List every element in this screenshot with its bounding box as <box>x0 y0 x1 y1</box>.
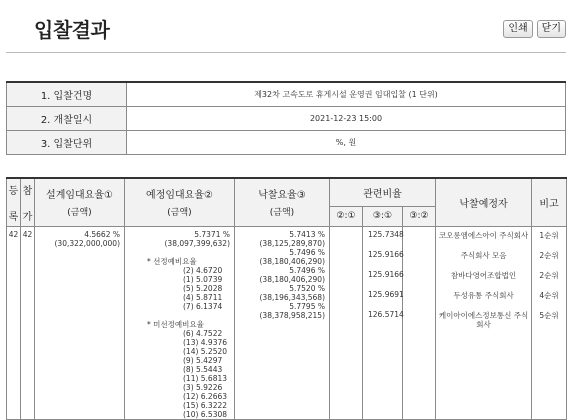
design-amount: (30,322,000,000) <box>54 238 120 248</box>
results-table <box>6 177 567 420</box>
ratio-value: 125.7348 <box>368 229 404 239</box>
page-title: 입찰결과 <box>34 18 110 42</box>
list-item: (8) 5.5443 <box>183 364 223 374</box>
selected-rates-list <box>125 266 234 311</box>
award-amount: (38,125,289,870) <box>259 238 325 248</box>
table-row <box>7 226 567 419</box>
ratio-value: 126.5714 <box>368 309 404 319</box>
participant-count: 42 <box>21 226 35 419</box>
bidder-header: 낙찰예정자 <box>436 178 532 226</box>
design-rate-cell <box>35 226 125 419</box>
list-item: (9) 5.4297 <box>183 355 223 365</box>
list-item: (6) 4.7522 <box>183 328 223 338</box>
estimate-rate-header: 예정임대요율② (금액) <box>125 178 235 226</box>
list-item: (5) 5.2028 <box>183 283 223 293</box>
list-item: (15) 6.3222 <box>183 400 228 410</box>
print-button[interactable]: 인쇄 <box>503 20 532 38</box>
unselected-rates-title: * 미선정예비요율 <box>147 319 204 329</box>
list-item: (1) 5.0739 <box>183 274 223 284</box>
selected-rates-title: * 선정예비요율 <box>147 256 197 266</box>
title-divider <box>6 52 566 53</box>
info-value: 2021-12-23 15:00 <box>127 106 566 130</box>
participants-header: 참 가 <box>21 178 35 226</box>
ratio-3-2-header: ③:② <box>403 206 436 226</box>
ratio-3-1-cell <box>363 226 403 419</box>
list-item: (2) 4.6720 <box>183 265 223 275</box>
award-amount: (38,180,406,290) <box>259 274 325 284</box>
award-rate-header: 낙찰요율③ (금액) <box>235 178 330 226</box>
bid-info-table <box>6 81 566 155</box>
reg-header: 등 록 <box>7 178 21 226</box>
info-row-date <box>7 106 566 130</box>
ratio-value: 125.9166 <box>368 269 404 279</box>
bidder-rank: 2순위 <box>539 270 559 280</box>
info-label: 1. 입찰건명 <box>7 82 127 106</box>
bidder-name: 주식회사 모음 <box>460 250 507 260</box>
list-item: (10) 6.5308 <box>183 409 228 419</box>
bidder-name: 케이아이에스정보통신 주식회사 <box>438 310 529 329</box>
award-rate-cell <box>235 226 330 419</box>
header-actions <box>503 20 566 38</box>
unselected-rates-list <box>125 329 234 419</box>
close-button[interactable]: 닫기 <box>537 20 566 38</box>
note-cell <box>532 226 567 419</box>
list-item: (14) 5.2520 <box>183 346 228 356</box>
award-rate: 5.7413 % <box>289 229 325 239</box>
info-value: 제32차 고속도로 휴게시설 운영권 임대입찰 (1 단위) <box>127 82 566 106</box>
list-item: (4) 5.8711 <box>183 292 223 302</box>
list-item: (3) 5.9226 <box>183 382 223 392</box>
award-amount: (38,196,343,568) <box>259 292 325 302</box>
award-rate: 5.7496 % <box>289 265 325 275</box>
info-label: 3. 입찰단위 <box>7 130 127 154</box>
ratio-3-1-header: ③:① <box>363 206 403 226</box>
bidder-name: 코오롱엠에스아이 주식회사 <box>438 230 529 240</box>
design-rate: 4.5662 % <box>84 229 120 239</box>
estimate-amount: (38,097,399,632) <box>164 238 230 248</box>
ratio-value: 125.9166 <box>368 249 404 259</box>
estimate-rate-cell <box>125 226 235 419</box>
info-row-unit <box>7 130 566 154</box>
award-rate: 5.7496 % <box>289 247 325 257</box>
bidder-name: 두성유통 주식회사 <box>453 290 514 300</box>
ratio-value: 125.9691 <box>368 289 404 299</box>
list-item: (13) 4.9376 <box>183 337 228 347</box>
list-item: (11) 5.6813 <box>183 373 228 383</box>
award-rate: 5.7520 % <box>289 283 325 293</box>
award-amount: (38,180,406,290) <box>259 256 325 266</box>
info-row-name <box>7 82 566 106</box>
note-header: 비고 <box>532 178 567 226</box>
bidder-rank: 2순위 <box>539 250 559 260</box>
award-rate: 5.7795 % <box>289 301 325 311</box>
list-item: (7) 6.1374 <box>183 301 223 311</box>
bidder-rank: 1순위 <box>539 230 559 240</box>
ratio-2-1-header: ②:① <box>330 206 363 226</box>
bidder-rank: 4순위 <box>539 290 559 300</box>
list-item: (12) 6.2663 <box>183 391 228 401</box>
info-label: 2. 개찰일시 <box>7 106 127 130</box>
design-rate-header: 설계임대요율① (금액) <box>35 178 125 226</box>
bidder-cell <box>436 226 532 419</box>
ratio-3-2-cell <box>403 226 436 419</box>
estimate-rate: 5.7371 % <box>194 229 230 239</box>
bidder-name: 참바다영어조합법인 <box>450 270 517 280</box>
info-value: %, 원 <box>127 130 566 154</box>
award-amount: (38,378,958,215) <box>259 310 325 320</box>
reg-count: 42 <box>7 226 21 419</box>
ratio-header: 관련비율 <box>330 178 436 206</box>
bidder-rank: 5순위 <box>539 310 559 320</box>
ratio-2-1-cell <box>330 226 363 419</box>
header-row <box>7 178 567 206</box>
